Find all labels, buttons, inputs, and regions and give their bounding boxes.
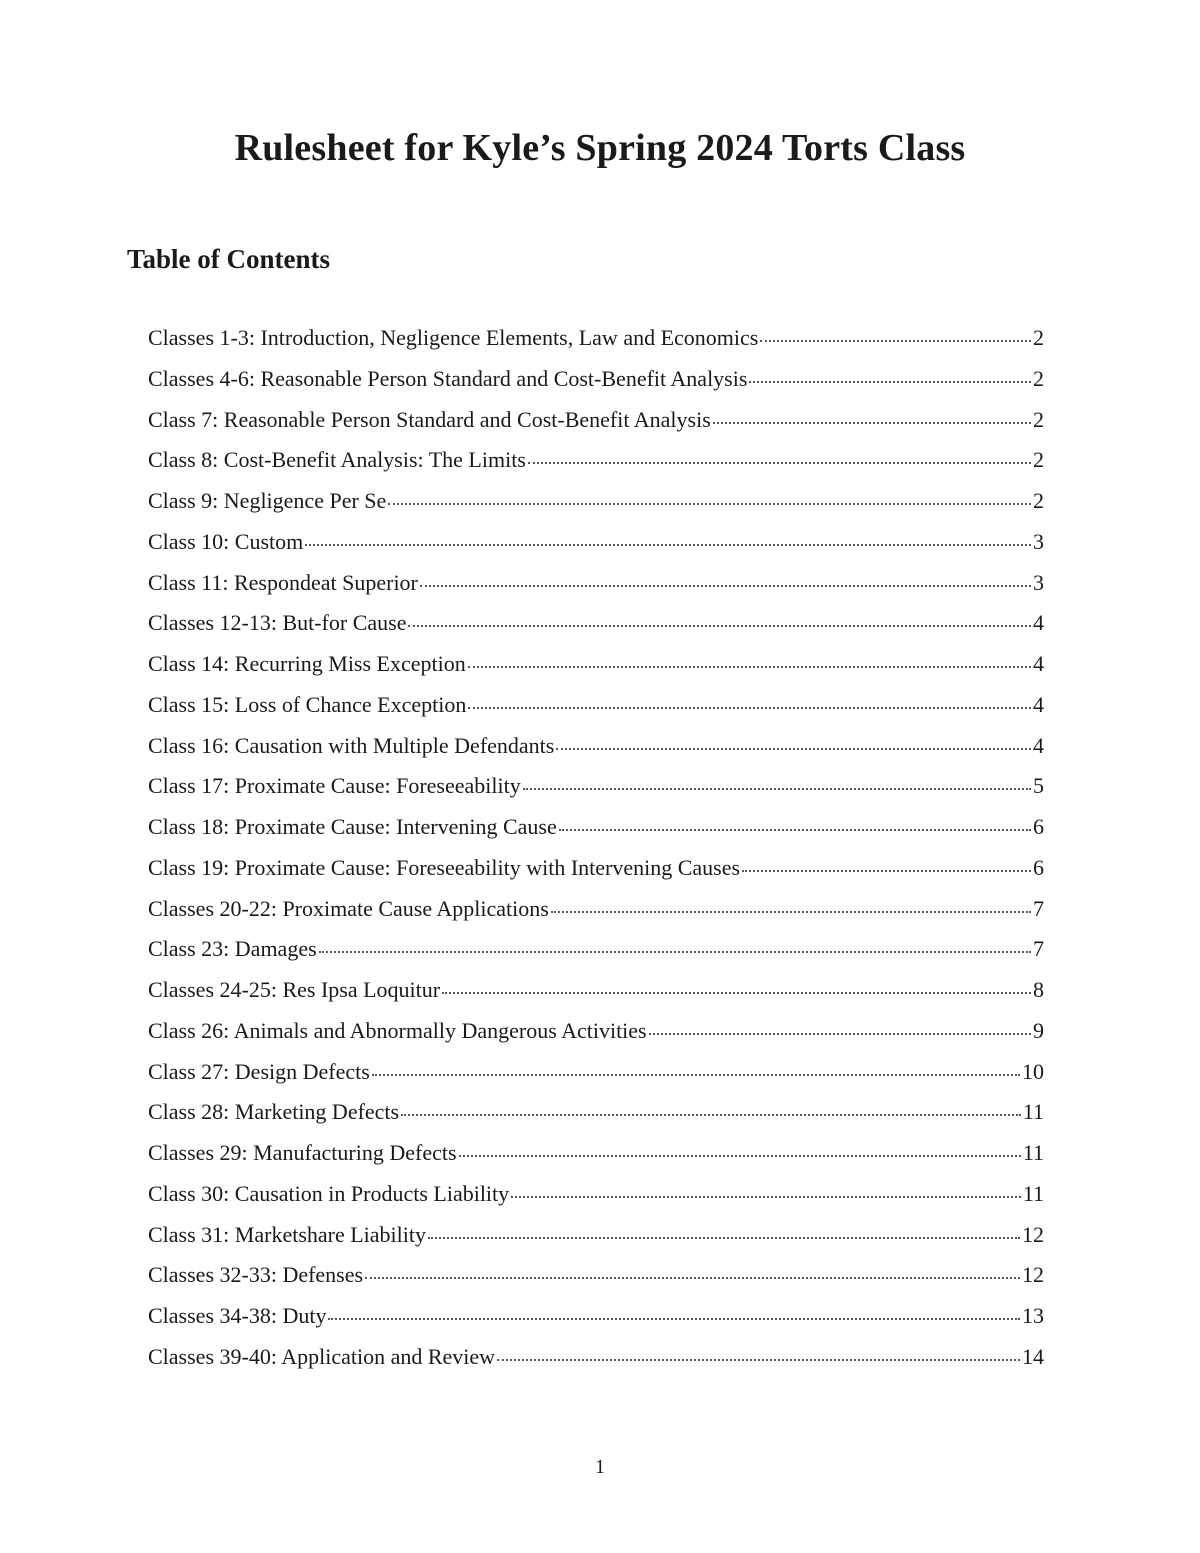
- toc-entry-label[interactable]: Class 10: Custom: [148, 528, 304, 554]
- toc-entry-label[interactable]: Class 31: Marketshare Liability: [148, 1221, 426, 1247]
- toc-entry-label[interactable]: Class 27: Design Defects: [148, 1058, 370, 1084]
- toc-entry-label[interactable]: Classes 4-6: Reasonable Person Standard and Cost-Benefit Analysis: [148, 365, 748, 391]
- toc-entry[interactable]: [148, 522, 1044, 563]
- toc-entry-page-number[interactable]: 8: [1033, 977, 1044, 1002]
- dot-leader: [523, 768, 1031, 790]
- dot-leader: [742, 850, 1031, 872]
- toc-entry[interactable]: [148, 1092, 1044, 1133]
- toc-entry-label[interactable]: Classes 20-22: Proximate Cause Applications: [148, 895, 549, 921]
- dot-leader: [442, 972, 1031, 994]
- dot-leader: [388, 483, 1031, 505]
- toc-entry-page-number[interactable]: 11: [1022, 1099, 1044, 1125]
- document-title: Rulesheet for Kyle’s Spring 2024 Torts Class: [234, 127, 966, 169]
- toc-entry-page-number[interactable]: 4: [1033, 691, 1044, 717]
- toc-entry[interactable]: [148, 726, 1044, 767]
- dot-leader: [528, 442, 1031, 464]
- dot-leader: [468, 687, 1031, 709]
- toc-entry-page-number[interactable]: 3: [1033, 569, 1044, 595]
- toc-entry[interactable]: [148, 440, 1044, 481]
- toc-entry-page-number[interactable]: 14: [1022, 1343, 1044, 1369]
- toc-entry-page-number[interactable]: 2: [1033, 488, 1044, 513]
- toc-entry-label[interactable]: Classes 34-38: Duty: [148, 1303, 327, 1328]
- toc-entry-page-number[interactable]: 2: [1033, 447, 1044, 473]
- toc-entry[interactable]: [148, 685, 1044, 726]
- toc-entry[interactable]: [148, 1255, 1044, 1296]
- toc-entry-label[interactable]: Class 30: Causation in Products Liability: [148, 1180, 510, 1206]
- toc-entry-page-number[interactable]: 5: [1033, 773, 1044, 799]
- toc-entry-label[interactable]: Class 8: Cost-Benefit Analysis: The Limits: [148, 447, 526, 473]
- dot-leader: [713, 402, 1031, 424]
- toc-entry[interactable]: [148, 1215, 1044, 1256]
- toc-entry-page-number[interactable]: 12: [1022, 1221, 1044, 1247]
- toc-entry[interactable]: [148, 563, 1044, 604]
- toc-entry-label[interactable]: Class 7: Reasonable Person Standard and Cost-Benefit Analysis: [148, 406, 711, 432]
- toc-entry-label[interactable]: Class 28: Marketing Defects: [148, 1099, 400, 1125]
- toc-entry[interactable]: [148, 766, 1044, 807]
- dot-leader: [556, 728, 1031, 750]
- toc-entry-label[interactable]: Class 9: Negligence Per Se: [148, 488, 387, 513]
- toc-entry-page-number[interactable]: 11: [1022, 1180, 1044, 1206]
- toc-entry[interactable]: [148, 603, 1044, 644]
- dot-leader: [372, 1054, 1020, 1076]
- toc-entry[interactable]: [148, 1011, 1044, 1052]
- toc-entry[interactable]: [148, 359, 1044, 400]
- toc-entry-label[interactable]: Class 15: Loss of Chance Exception: [148, 691, 467, 717]
- dot-leader: [365, 1257, 1020, 1279]
- toc-entry-page-number[interactable]: 7: [1033, 936, 1044, 962]
- toc-entry-page-number[interactable]: 13: [1022, 1303, 1044, 1328]
- toc-entry-label[interactable]: Class 19: Proximate Cause: Foreseeability with Intervening Causes: [148, 854, 741, 880]
- dot-leader: [408, 605, 1031, 627]
- toc-entry-page-number[interactable]: 2: [1033, 325, 1044, 350]
- table-of-contents: [148, 318, 1044, 1378]
- dot-leader: [305, 524, 1031, 546]
- toc-entry-page-number[interactable]: 3: [1033, 528, 1044, 554]
- dot-leader: [328, 1298, 1020, 1320]
- toc-entry[interactable]: [148, 1337, 1044, 1378]
- dot-leader: [551, 891, 1031, 913]
- dot-leader: [319, 931, 1031, 953]
- toc-entry-label[interactable]: Classes 29: Manufacturing Defects: [148, 1140, 457, 1165]
- toc-entry-label[interactable]: Class 14: Recurring Miss Exception: [148, 651, 466, 676]
- toc-entry-label[interactable]: Classes 1-3: Introduction, Negligence Elements, Law and Economics: [148, 325, 759, 350]
- toc-entry-label[interactable]: Class 26: Animals and Abnormally Dangerous Activities: [148, 1017, 647, 1043]
- dot-leader: [459, 1135, 1021, 1157]
- toc-entry-page-number[interactable]: 11: [1022, 1140, 1044, 1165]
- toc-entry-page-number[interactable]: 12: [1022, 1262, 1044, 1288]
- toc-entry[interactable]: [148, 1133, 1044, 1174]
- toc-entry-page-number[interactable]: 6: [1033, 854, 1044, 880]
- toc-entry-page-number[interactable]: 6: [1033, 814, 1044, 839]
- toc-entry[interactable]: [148, 807, 1044, 848]
- dot-leader: [401, 1094, 1021, 1116]
- toc-entry[interactable]: [148, 970, 1044, 1011]
- toc-entry[interactable]: [148, 848, 1044, 889]
- dot-leader: [511, 1176, 1021, 1198]
- toc-entry[interactable]: [148, 318, 1044, 359]
- toc-entry[interactable]: [148, 889, 1044, 930]
- dot-leader: [559, 809, 1031, 831]
- dot-leader: [649, 1013, 1031, 1035]
- toc-entry-page-number[interactable]: 7: [1033, 895, 1044, 921]
- dot-leader: [497, 1339, 1020, 1361]
- toc-entry-page-number[interactable]: 4: [1033, 610, 1044, 636]
- toc-entry[interactable]: [148, 1174, 1044, 1215]
- toc-entry-label[interactable]: Class 11: Respondeat Superior: [148, 569, 418, 595]
- dot-leader: [428, 1217, 1020, 1239]
- toc-entry-label[interactable]: Class 23: Damages: [148, 936, 317, 962]
- page-number: 1: [595, 1456, 605, 1478]
- toc-entry-page-number[interactable]: 4: [1033, 732, 1044, 758]
- dot-leader: [749, 361, 1031, 383]
- toc-entry-page-number[interactable]: 4: [1033, 651, 1044, 676]
- dot-leader: [420, 565, 1031, 587]
- toc-entry-label[interactable]: Classes 39-40: Application and Review: [148, 1343, 496, 1369]
- toc-entry[interactable]: [148, 1296, 1044, 1337]
- toc-entry-label[interactable]: Classes 32-33: Defenses: [148, 1262, 364, 1288]
- toc-entry[interactable]: [148, 644, 1044, 685]
- toc-entry-page-number[interactable]: 10: [1022, 1058, 1044, 1084]
- toc-entry-label[interactable]: Class 18: Proximate Cause: Intervening Cause: [148, 814, 557, 839]
- toc-entry-label[interactable]: Class 16: Causation with Multiple Defendants: [148, 732, 555, 758]
- toc-heading: Table of Contents: [127, 244, 331, 274]
- dot-leader: [468, 646, 1031, 668]
- toc-entry-label[interactable]: Class 17: Proximate Cause: Foreseeability: [148, 773, 521, 799]
- toc-entry-label[interactable]: Classes 24-25: Res Ipsa Loquitur: [148, 977, 441, 1002]
- toc-entry[interactable]: [148, 400, 1044, 441]
- toc-entry[interactable]: [148, 481, 1044, 522]
- toc-entry-page-number[interactable]: 9: [1033, 1017, 1044, 1043]
- toc-entry-label[interactable]: Classes 12-13: But-for Cause: [148, 610, 407, 636]
- toc-entry[interactable]: [148, 929, 1044, 970]
- dot-leader: [760, 320, 1031, 342]
- toc-entry[interactable]: [148, 1052, 1044, 1093]
- toc-entry-page-number[interactable]: 2: [1033, 406, 1044, 432]
- toc-entry-page-number[interactable]: 2: [1033, 365, 1044, 391]
